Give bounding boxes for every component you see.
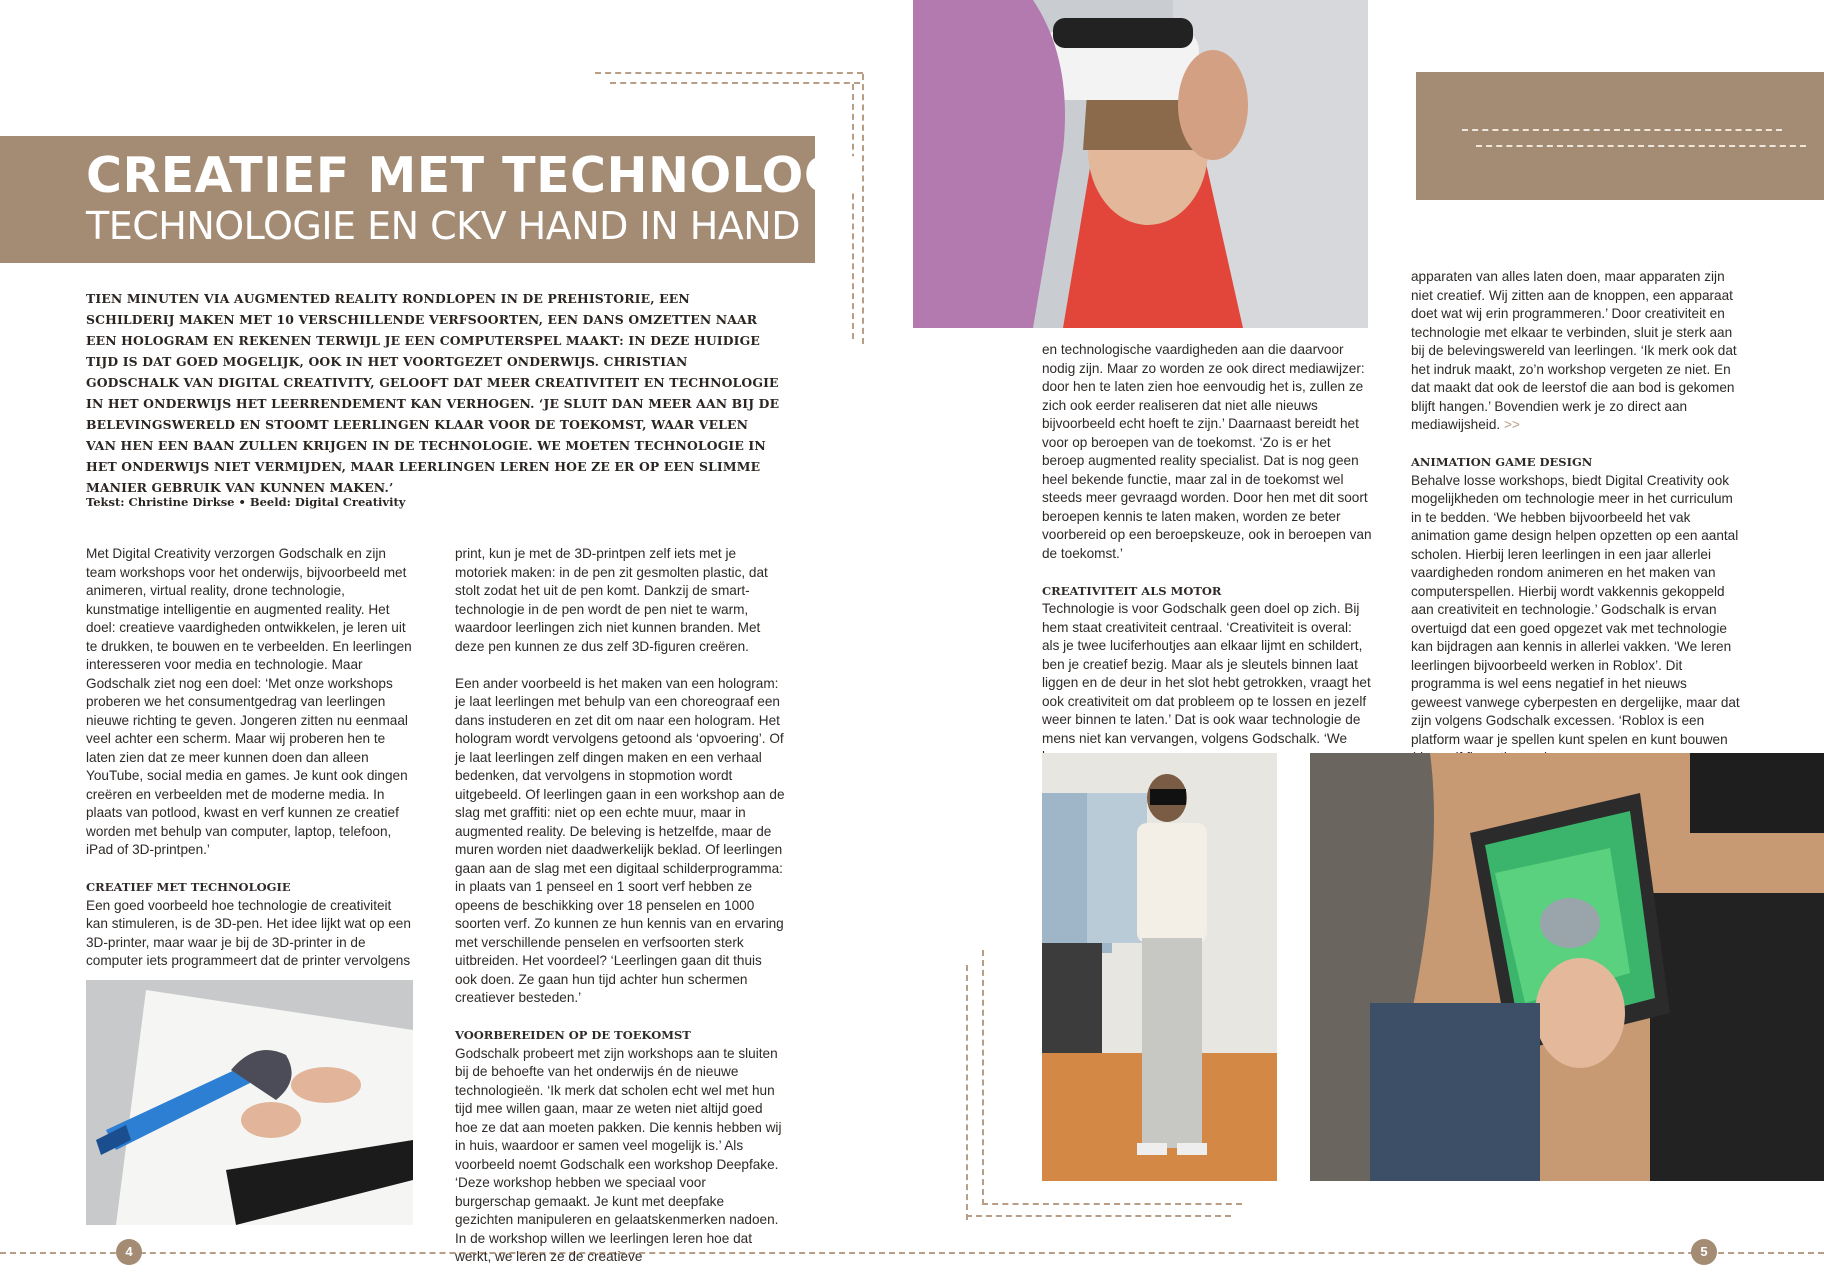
photo-3d-pen xyxy=(86,980,413,1225)
col4-paragraph-2: Behalve losse workshops, biedt Digital Creativity ook mogelijkheden om technologie meer in het curriculum in te bedden. ‘We hebben bijvoorbeeld het vak animation game design helpen opzetten op een aantal scholen. Hierbij leren leerlingen in een jaar allerlei vaardigheden rondom animeren en het maken van computerspellen. Hierbij wordt vakkennis gekoppeld aan creativiteit en technologie.’ Godschalk is ervan overtuigd dat een goed opgezet vak met technologie kan bijdragen aan kennis in allerlei vakken. ‘We leren leerlingen bijvoorbeeld werken in Roblox’. Dit programma is wel eens negatief in het nieuws geweest vanwege cyberpesten en dergelijke, maar dat zijn volgens Godschalk excessen. ‘Roblox is een platform waar je spellen kunt spelen en kunt bouwen xyxy=(1411,472,1740,747)
dashed-frame-top-2 xyxy=(610,82,860,84)
decorative-band-right xyxy=(1416,72,1824,200)
dashed-frame-bottom-2 xyxy=(982,1203,1242,1205)
col4-heading: ANIMATION GAME DESIGN xyxy=(1411,455,1593,469)
photo-vr-headset xyxy=(913,0,1368,328)
col4-paragraph-1 xyxy=(1411,268,1741,435)
col2-paragraph-2: Een ander voorbeeld is het maken van een hologram: je laat leerlingen met behulp van een choreograaf een dans instuderen en zet dit om naar een hologram. Het hologram wordt vervolgens getoond als ‘opvoering’. Of je laat leerlingen zelf dingen maken en een verhaal bedenken, dat vervolgens in stopmotion wordt uitgebeeld. Of leerlingen gaan in een workshop aan de slag met graffiti: niet op een echte muur, maar in augmented reality. De beleving is hetzelfde, maar de muren worden niet daadwerkelijk beklad. Of leerlingen gaan aan de slag met een digitaal schilderprogramma: in plaats van 1 penseel en 1 soort verf hebben ze opeens de beschikking over 18 penselen en 1000 soorten verf. Zo kunnen ze hun kennis van en ervaring met verschillende penselen en verfsoorten sterk uitbreiden. Het voordeel? ‘Leerlingen gaan dit thuis ook doen. Ze gaan hun tijd achter hun schermen creatiever besteden.’ xyxy=(455,675,785,1005)
page-number-right: 5 xyxy=(1691,1239,1717,1265)
col1-paragraph-2: Een goed voorbeeld hoe technologie de creativiteit kan stimuleren, is de 3D-pen. Het idee lijkt wat op een 3D-printer, maar waar je bij de 3D-printer in de computer iets programmeert dat de printer vervolgens xyxy=(86,897,411,968)
dashed-frame-bottom-left-2 xyxy=(982,950,984,1205)
dashed-frame-right-2 xyxy=(852,84,854,339)
column-1 xyxy=(86,545,416,989)
column-2 xyxy=(455,545,785,1285)
article-title: CREATIEF MET TECHNOLOGIE xyxy=(86,147,898,204)
dashed-frame-bottom xyxy=(966,1215,1231,1217)
col2-heading: VOORBEREIDEN OP DE TOEKOMST xyxy=(455,1028,691,1042)
col3-heading: CREATIVITEIT ALS MOTOR xyxy=(1042,583,1222,598)
footer-dashed-line xyxy=(0,1252,1824,1254)
col1-paragraph-1: Met Digital Creativity verzorgen Godschalk en zijn team workshops voor het onderwijs, bijvoorbeeld met animeren, virtual reality, drone technologie, kunstmatige intelligentie en augmented reality. Het doel: creatieve vaardigheden ontwikkelen, je leren uit te drukken, te bouwen en te verbeelden. En leerlingen interesseren voor media en technologie. Maar Godschalk ziet nog een doel: ‘Met onze workshops proberen we het consumentgedrag van leerlingen nieuwe richting te geven. Jongeren zitten nu eenmaal veel achter een scherm. Maar wij proberen hen te laten zien dat ze meer kunnen doen dan alleen YouTube, social media en games. Je kunt ook dingen creëren en verbeelden met de moderne media. In plaats van potlood, kwast en verf kunnen ze creatief worden met behulp van computer, laptop, telefoon, iPad of 3D-printpen.’ xyxy=(86,546,412,857)
article-intro: TIEN MINUTEN VIA AUGMENTED REALITY RONDLOPEN IN DE PREHISTORIE, EEN SCHILDERIJ MAKEN MET 10 VERSCHILLENDE VERFSOORTEN, EEN DANS OMZETTEN NAAR EEN HOLOGRAM EN REKENEN TERWIJL JE EEN COMPUTERSPEL MAAKT: IN DEZE HUIDIGE TIJD IS DAT GOED MOGELIJK, OOK IN HET VOORTGEZET ONDERWIJS. CHRISTIAN GODSCHALK VAN DIGITAL CREATIVITY, GELOOFT DAT MEER CREATIVITEIT EN TECHNOLOGIE IN HET ONDERWIJS HET LEERRENDEMENT KAN VERHOGEN. ‘JE SLUIT DAN MEER AAN BIJ DE BELEVINGSWERELD EN STOOMT LEERLINGEN KLAAR VOOR DE TOEKOMST, WAAR VELEN VAN HEN EEN BAAN ZULLEN KRIJGEN IN DE TECHNOLOGIE. WE MOETEN TECHNOLOGIE IN HET ONDERWIJS NIET VERMIJDEN, MAAR LEERLINGEN LEREN HOE ZE ER OP EEN SLIMME MANIER GEBRUIK VAN KUNNEN MAKEN.’ xyxy=(86,291,780,495)
column-3 xyxy=(1042,341,1372,785)
decorative-band-dash-2 xyxy=(1476,145,1806,147)
col3-paragraph-1: en technologische vaardigheden aan die daarvoor nodig zijn. Maar zo worden ze ook direct mediawijzer: door hen te laten zien hoe eenvoudig het is, zullen ze zich ook eerder realiseren dat niet alle nieuws bijvoorbeeld echt hoeft te zijn.’ Daarnaast bereidt het voor op beroepen van de toekomst. ‘Zo is er het beroep augmented reality specialist. Dat is nog geen heel bekende functie, maar zal in de toekomst wel steeds meer gevraagd worden. Door hen met dit soort beroepen kennis te laten maken, worden ze beter voorbereid op een beroepskeuze, ook in beroepen van de toekomst.’ xyxy=(1042,342,1372,561)
dashed-frame-top xyxy=(595,72,863,74)
col2-paragraph-1: print, kun je met de 3D-printpen zelf iets met je motoriek maken: in de pen zit gesmolten plastic, dat stolt zodat het uit de pen komt. Dankzij de smart-technologie in de pen wordt de pen niet te warm, waardoor leerlingen zich niet kunnen branden. Met deze pen kunnen ze dus zelf 3D-figuren creëren. xyxy=(455,546,768,654)
col2-paragraph-3: Godschalk probeert met zijn workshops aan te sluiten bij de behoefte van het onderwijs én de nieuwe technologieën. ‘Ik merk dat scholen echt wel met hun tijd mee willen gaan, maar ze weten niet altijd goed hoe ze dat aan moeten pakken. Die kennis hebben wij in huis, waardoor er samen veel mogelijk is.’ Als voorbeeld noemt Godschalk een workshop Deepfake. ‘Deze workshop hebben we speciaal voor burgerschap gemaakt. Je kunt met deepfake gezichten manipuleren en gelaatskenmerken nadoen. In de workshop willen we leerlingen leren hoe dat werkt, we leren ze de creatieve xyxy=(455,1045,782,1264)
page-number-left: 4 xyxy=(116,1239,142,1265)
col3-paragraph-2: Technologie is voor Godschalk geen doel op zich. Bij hem staat creativiteit centraal. ‘Creativiteit is overal: als je twee luciferhoutjes aan elkaar lijmt en schildert, ben je creatief bezig. Maar als je sleutels binnen laat liggen en de deur in het slot hebt getrokken, vraagt het ook creativiteit om dat probleem op te lossen en jezelf weer binnen te laten.’ Dat is ook waar technologie de mens niet kan vervangen, volgens Godschalk. ‘We xyxy=(1042,601,1371,746)
article-credits: Tekst: Christine Dirkse • Beeld: Digital Creativity xyxy=(86,495,406,509)
article-subtitle: TECHNOLOGIE EN CKV HAND IN HAND xyxy=(86,204,800,248)
col1-heading: CREATIEF MET TECHNOLOGIE xyxy=(86,880,291,894)
end-mark: >> xyxy=(1503,417,1520,432)
dashed-frame-bottom-left xyxy=(966,965,968,1220)
photo-tablet-game xyxy=(1310,753,1824,1181)
dashed-frame-right xyxy=(862,74,864,344)
photo-vr-student-standing xyxy=(1042,753,1277,1181)
decorative-band-dash-1 xyxy=(1462,129,1782,131)
col4-paragraph-1-text: apparaten van alles laten doen, maar apparaten zijn niet creatief. Wij zitten aan de knoppen, een apparaat doet wat wij erin programmeren.’ Door creativiteit en technologie met elkaar te verbinden, sluit je sterk aan bij de belevingswereld van leerlingen. ‘Ik merk ook dat het indruk maakt, zo’n workshop vergeten ze niet. En dat maakt dat ook de leerstof die aan bod is gekomen blijft hangen.’ Bovendien werk je zo direct aan mediawijsheid. xyxy=(1411,269,1737,432)
column-4 xyxy=(1411,268,1741,805)
